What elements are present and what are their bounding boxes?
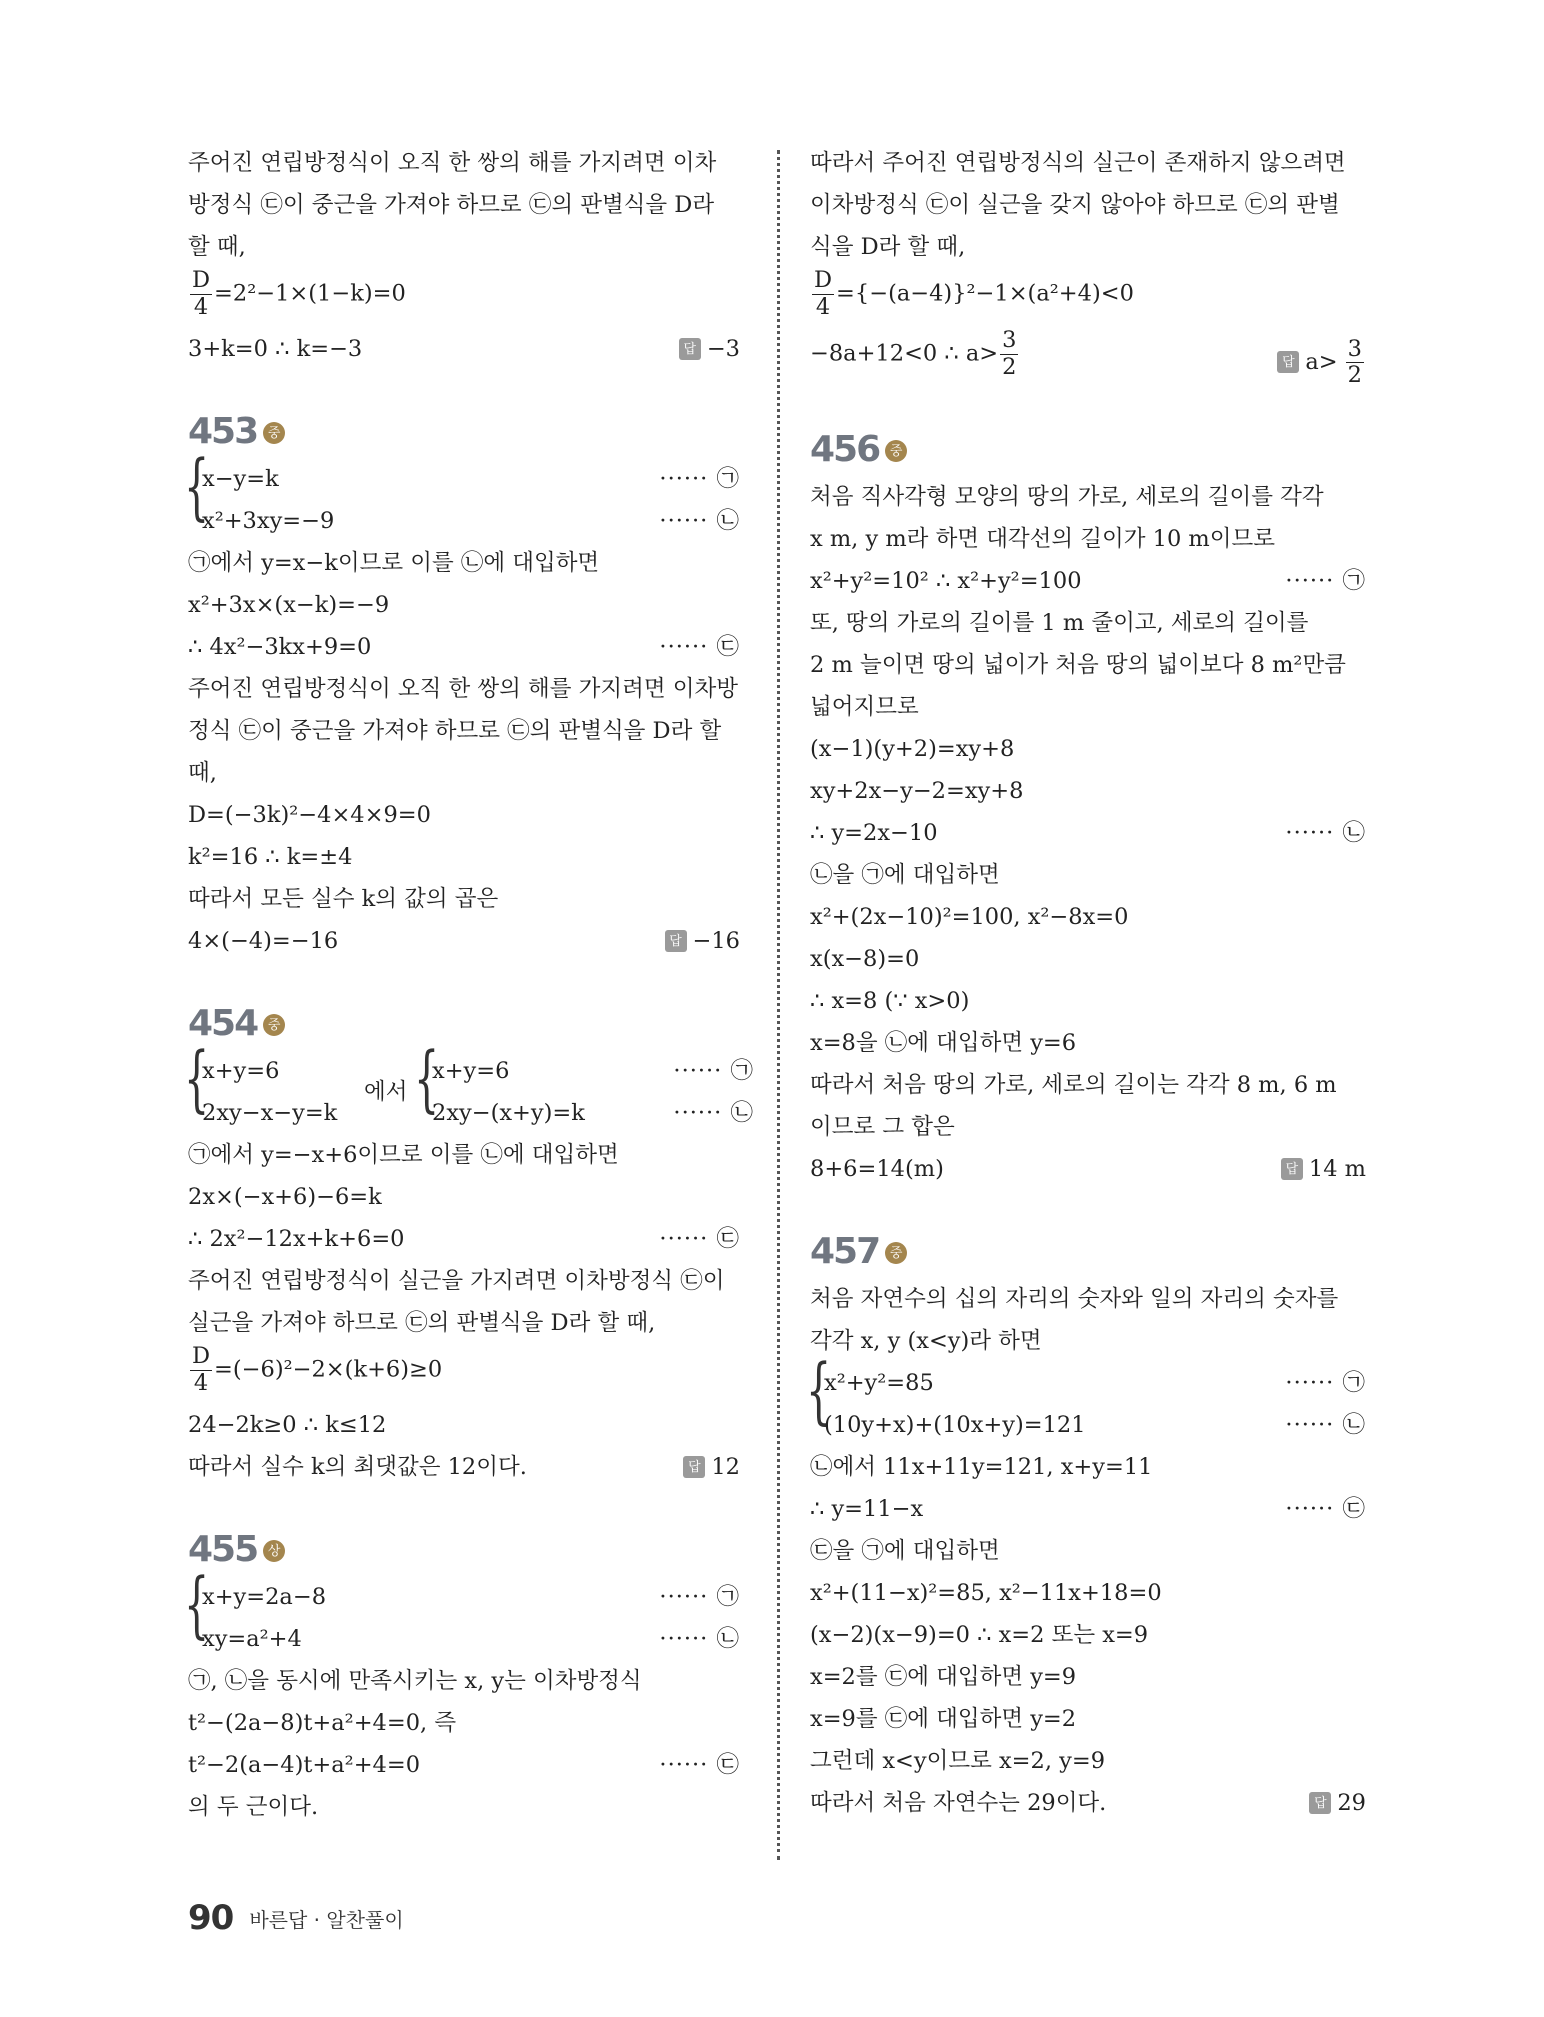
equation-system: { x+y=2a−8 ······ ㉠ xy=a²+4 ······ ㉡: [188, 1576, 740, 1660]
text-line: 따라서 실수 k의 최댓값은 12이다. 답 12: [188, 1446, 740, 1488]
answer-box: 답 29: [1309, 1782, 1366, 1824]
equation-line: x²+(11−x)²=85, x²−11x+18=0: [810, 1580, 1162, 1606]
problem-number: 456: [810, 428, 880, 470]
problem-header: [810, 1228, 1366, 1274]
equation-tag: ······ ㉠: [1285, 568, 1366, 594]
answer-icon: 답: [679, 338, 701, 360]
text-line: 할 때,: [188, 234, 246, 260]
problem-header: [188, 1000, 740, 1046]
answer-box: 답 −16: [665, 920, 740, 962]
equation-line: (x−2)(x−9)=0 ∴ x=2 또는 x=9: [810, 1622, 1149, 1648]
equation-line: x²+(2x−10)²=100, x²−8x=0: [810, 904, 1129, 930]
text-line: 주어진 연립방정식이 오직 한 쌍의 해를 가지려면 이차: [188, 150, 717, 176]
equation-tag: ······ ㉠: [659, 466, 740, 492]
text-line: ㉠에서 y=x−k이므로 이를 ㉡에 대입하면: [188, 550, 600, 576]
problem-header: [188, 408, 740, 454]
text-line: 따라서 처음 땅의 가로, 세로의 길이는 각각 8 m, 6 m: [810, 1072, 1337, 1098]
equation-tag: ······ ㉢: [659, 634, 740, 660]
text-line: 주어진 연립방정식이 실근을 가지려면 이차방정식 ㉢이: [188, 1268, 725, 1294]
text-line: 따라서 모든 실수 k의 값의 곱은: [188, 886, 499, 912]
page-number: 90: [188, 1898, 234, 1938]
fraction: $\frac{3}{2}$: [1002, 327, 1017, 380]
equation-line: ∴ 2x²−12x+k+6=0 ······ ㉢: [188, 1218, 740, 1260]
answer-box: 답 12: [683, 1446, 740, 1488]
equation-line: ∴ y=2x−10 ······ ㉡: [810, 812, 1366, 854]
equation-tag: ······ ㉡: [1285, 1412, 1366, 1438]
equation-line: xy+2x−y−2=xy+8: [810, 778, 1024, 804]
equation-line: x²+y²=10² ∴ x²+y²=100 ······ ㉠: [810, 560, 1366, 602]
equation-tag: ······ ㉡: [673, 1100, 754, 1126]
answer-icon: 답: [1277, 351, 1299, 373]
problem-number: 453: [188, 410, 258, 452]
equation-tag: ······ ㉡: [1285, 820, 1366, 846]
fraction: $\frac{D}{4}$: [192, 267, 211, 320]
text-line: 따라서 주어진 연립방정식의 실근이 존재하지 않으려면: [810, 150, 1346, 176]
difficulty-badge: 중: [263, 422, 285, 444]
equation-line: ∴ x=8 (∵ x>0): [810, 988, 970, 1014]
equation-line: ㉡에서 11x+11y=121, x+y=11: [810, 1454, 1153, 1480]
equation-line: 8+6=14(m) 답 14 m: [810, 1148, 1366, 1190]
text-line: ㉢을 ㉠에 대입하면: [810, 1538, 1000, 1564]
text-line: 2 m 늘이면 땅의 넓이가 처음 땅의 넓이보다 8 m²만큼: [810, 652, 1346, 678]
page-footer: [188, 1898, 404, 1938]
equation-line: 24−2k≥0 ∴ k≤12: [188, 1412, 387, 1438]
solution-continuation: [188, 142, 740, 370]
text-line: 따라서 처음 자연수는 29이다. 답 29: [810, 1782, 1366, 1824]
text-line: 정식 ㉢이 중근을 가져야 하므로 ㉢의 판별식을 D라 할: [188, 718, 722, 744]
equation-system: { x+y=6 2xy−x−y=k 에서 { x+y=6 ······ ㉠ 2xy−(x+y)=k ······ ㉡: [188, 1050, 740, 1134]
equation-line: D=(−3k)²−4×4×9=0: [188, 802, 431, 828]
text-line: 실근을 가져야 하므로 ㉢의 판별식을 D라 할 때,: [188, 1310, 656, 1336]
equation-system: { x²+y²=85 ······ ㉠ (10y+x)+(10x+y)=121 ······ ㉡: [810, 1362, 1366, 1446]
text-line: ㉠, ㉡을 동시에 만족시키는 x, y는 이차방정식: [188, 1668, 642, 1694]
equation-tag: ······ ㉠: [659, 1584, 740, 1610]
equation-line: $\frac{D}{4}$ =2²−1×(1−k)=0: [192, 267, 406, 320]
answer-icon: 답: [1281, 1158, 1303, 1180]
equation-line: x²+3x×(x−k)=−9: [188, 592, 390, 618]
equation-tag: ······ ㉡: [659, 1626, 740, 1652]
difficulty-badge: 중: [885, 440, 907, 462]
equation-tag: ······ ㉢: [659, 1752, 740, 1778]
answer-icon: 답: [665, 930, 687, 952]
problem-number: 457: [810, 1230, 880, 1272]
column-divider: [777, 150, 780, 1860]
answer-box: 답 −3: [679, 328, 740, 370]
text-line: 의 두 근이다.: [188, 1794, 319, 1820]
problem-455: [188, 1526, 740, 1828]
book-title: 바른답 · 알찬풀이: [249, 1907, 404, 1932]
text-line: 주어진 연립방정식이 오직 한 쌍의 해를 가지려면 이차방: [188, 676, 738, 702]
text-line: 각각 x, y (x<y)라 하면: [810, 1328, 1042, 1354]
text-line: 방정식 ㉢이 중근을 가져야 하므로 ㉢의 판별식을 D라: [188, 192, 715, 218]
difficulty-badge: 중: [885, 1242, 907, 1264]
answer-icon: 답: [1309, 1792, 1331, 1814]
equation-line: ∴ y=11−x ······ ㉢: [810, 1488, 1366, 1530]
equation-line: (x−1)(y+2)=xy+8: [810, 736, 1015, 762]
equation-line: k²=16 ∴ k=±4: [188, 844, 353, 870]
equation-line: x=9를 ㉢에 대입하면 y=2: [810, 1706, 1077, 1732]
equation-line: $\frac{D}{4}$ ={−(a−4)}²−1×(a²+4)<0: [814, 267, 1134, 320]
equation-line: −8a+12<0 ∴ a> $\frac{3}{2}$ 답 a> 3 2: [810, 328, 1366, 388]
problem-header: [810, 426, 1366, 472]
equation-line: 4×(−4)=−16 답 −16: [188, 920, 740, 962]
left-column: [188, 142, 754, 1828]
equation-line: $\frac{D}{4}$ =(−6)²−2×(k+6)≥0: [192, 1343, 443, 1396]
equation-tag: ······ ㉡: [659, 508, 740, 534]
problem-number: 454: [188, 1002, 258, 1044]
equation-tag: ······ ㉢: [659, 1226, 740, 1252]
answer-box: 답 a> 3 2: [1277, 337, 1366, 388]
equation-line: 2x×(−x+6)−6=k: [188, 1184, 382, 1210]
problem-header: [188, 1526, 740, 1572]
problem-456: [810, 426, 1366, 1190]
text-line: 이차방정식 ㉢이 실근을 갖지 않아야 하므로 ㉢의 판별: [810, 192, 1340, 218]
text-line: x m, y m라 하면 대각선의 길이가 10 m이므로: [810, 526, 1275, 552]
text-line: 이므로 그 합은: [810, 1114, 955, 1140]
problem-453: [188, 408, 740, 962]
equation-line: t²−2(a−4)t+a²+4=0 ······ ㉢: [188, 1744, 740, 1786]
text-line: x=8을 ㉡에 대입하면 y=6: [810, 1030, 1077, 1056]
text-line: ㉡을 ㉠에 대입하면: [810, 862, 1000, 888]
equation-system: { x−y=k ······ ㉠ x²+3xy=−9 ······ ㉡: [188, 458, 740, 542]
problem-number: 455: [188, 1528, 258, 1570]
equation-line: x=2를 ㉢에 대입하면 y=9: [810, 1664, 1077, 1690]
equation-tag: ······ ㉠: [1285, 1370, 1366, 1396]
solution-continuation: [810, 142, 1366, 388]
answer-icon: 답: [683, 1456, 705, 1478]
text-line: 식을 D라 할 때,: [810, 234, 966, 260]
text-line: 넓어지므로: [810, 694, 919, 720]
difficulty-badge: 중: [263, 1014, 285, 1036]
right-column: [810, 142, 1366, 1824]
text-line: 또, 땅의 가로의 길이를 1 m 줄이고, 세로의 길이를: [810, 610, 1309, 636]
difficulty-badge: 상: [263, 1540, 285, 1562]
problem-457: [810, 1228, 1366, 1824]
equation-line: x(x−8)=0: [810, 946, 920, 972]
equation-line: t²−(2a−8)t+a²+4=0, 즉: [188, 1710, 457, 1736]
equation-line: 그런데 x<y이므로 x=2, y=9: [810, 1748, 1106, 1774]
answer-box: 답 14 m: [1281, 1148, 1366, 1190]
equation-tag: ······ ㉠: [673, 1058, 754, 1084]
fraction: $\frac{D}{4}$: [814, 267, 833, 320]
text-line: 때,: [188, 760, 217, 786]
equation-line: ∴ 4x²−3kx+9=0 ······ ㉢: [188, 626, 740, 668]
text-line: ㉠에서 y=−x+6이므로 이를 ㉡에 대입하면: [188, 1142, 619, 1168]
text-line: 처음 직사각형 모양의 땅의 가로, 세로의 길이를 각각: [810, 484, 1324, 510]
equation-line: 3+k=0 ∴ k=−3 답 −3: [188, 328, 740, 370]
problem-454: [188, 1000, 754, 1488]
text-line: 처음 자연수의 십의 자리의 숫자와 일의 자리의 숫자를: [810, 1286, 1339, 1312]
fraction: $\frac{D}{4}$: [192, 1343, 211, 1396]
equation-tag: ······ ㉢: [1285, 1496, 1366, 1522]
